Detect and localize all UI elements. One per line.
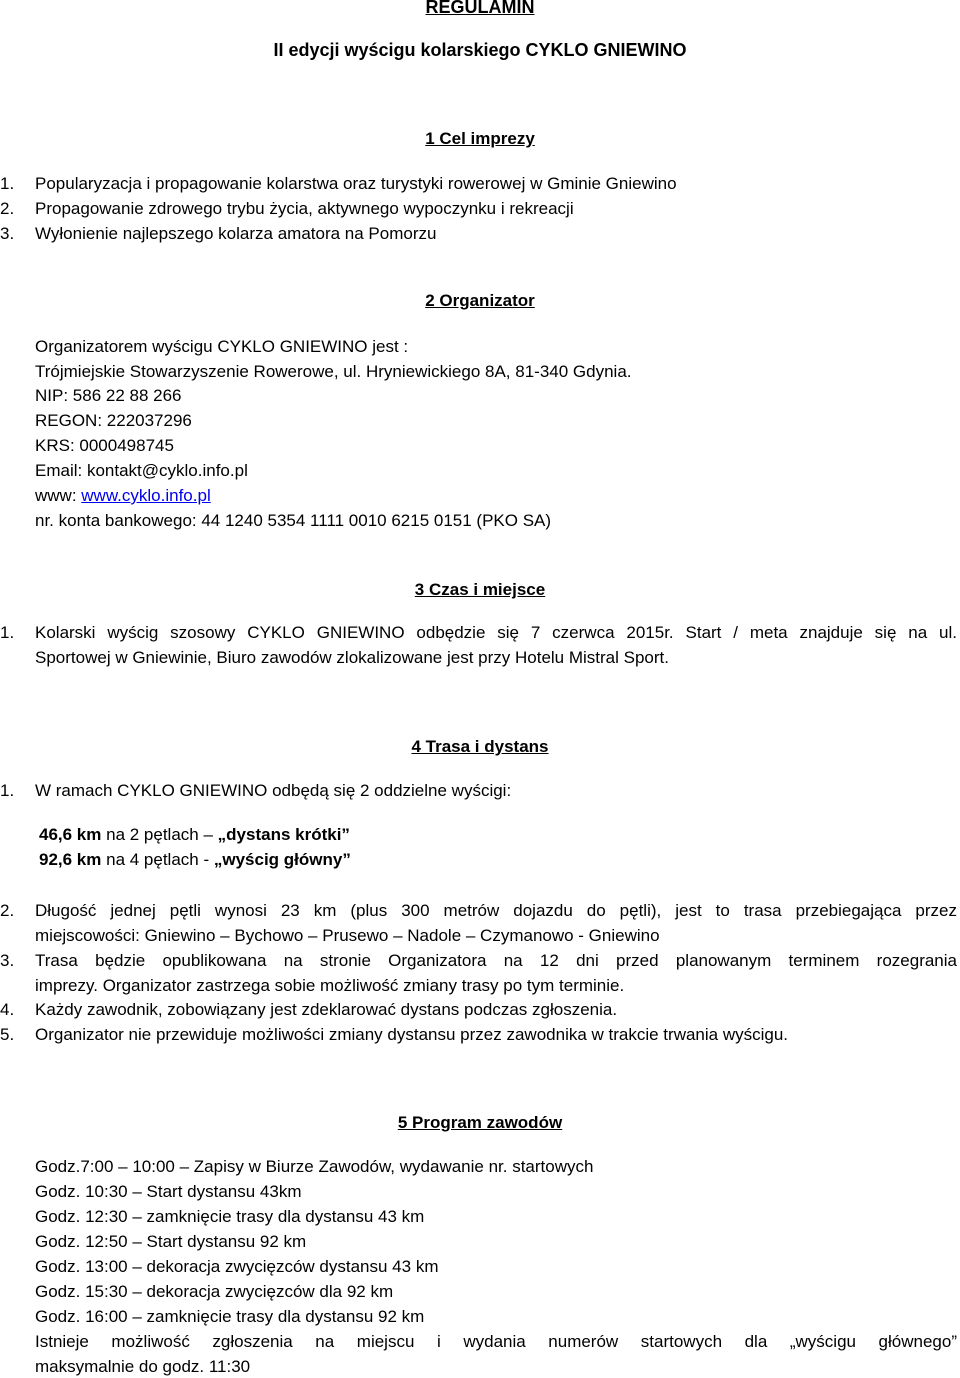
section-1-heading: 1 Cel imprezy: [425, 129, 535, 148]
list-item-continuation: Sportowej w Gniewinie, Biuro zawodów zlokalizowane jest przy Hotelu Mistral Sport.: [35, 648, 669, 667]
race-name: „wyścig główny”: [213, 850, 351, 869]
list-item-number: 2.: [0, 901, 15, 920]
registration-note-line1: Istnieje możliwość zgłoszenia na miejscu i wydania numerów startowych dla „wyścigu głównego”: [35, 1332, 957, 1351]
organizer-address: Trójmiejskie Stowarzyszenie Rowerowe, ul. Hryniewickiego 8A, 81-340 Gdynia.: [35, 362, 632, 381]
schedule-item: Godz. 15:30 – dekoracja zwycięzców dla 92 km: [35, 1282, 394, 1301]
organizer-bank-account: nr. konta bankowego: 44 1240 5354 1111 0010 6215 0151 (PKO SA): [35, 511, 552, 530]
organizer-intro: Organizatorem wyścigu CYKLO GNIEWINO jest :: [35, 337, 409, 356]
list-item-text: Każdy zawodnik, zobowiązany jest zdeklarować dystans podczas zgłoszenia.: [35, 1000, 618, 1019]
list-item-number: 3.: [0, 951, 15, 970]
list-item-number: 5.: [0, 1025, 15, 1044]
list-item-number: 1.: [0, 781, 15, 800]
section-3-heading: 3 Czas i miejsce: [414, 580, 546, 599]
schedule-item: Godz. 13:00 – dekoracja zwycięzców dystansu 43 km: [35, 1257, 439, 1276]
list-item-number: 1.: [0, 174, 15, 193]
race-option: [39, 850, 351, 870]
list-item-number: 3.: [0, 224, 15, 243]
list-item-text: Organizator nie przewiduje możliwości zmiany dystansu przez zawodnika w trakcie trwania wyścigu.: [35, 1025, 789, 1044]
list-item-text: W ramach CYKLO GNIEWINO odbędą się 2 oddzielne wyścigi:: [35, 781, 512, 800]
race-option: [39, 825, 350, 845]
organizer-www: [35, 486, 211, 506]
organizer-nip: NIP: 586 22 88 266: [35, 386, 182, 405]
registration-note-line2: maksymalnie do godz. 11:30: [35, 1357, 251, 1376]
race-distance: 46,6 km: [39, 825, 102, 844]
list-item-text: Popularyzacja i propagowanie kolarstwa oraz turystyki rowerowej w Gminie Gniewino: [35, 174, 677, 193]
list-item-continuation: imprezy. Organizator zastrzega sobie możliwość zmiany trasy po tym terminie.: [35, 976, 625, 995]
schedule-item: Godz. 12:50 – Start dystansu 92 km: [35, 1232, 307, 1251]
list-item-text: Propagowanie zdrowego trybu życia, aktywnego wypoczynku i rekreacji: [35, 199, 574, 218]
section-4-heading: 4 Trasa i dystans: [411, 737, 549, 756]
document-subtitle: II edycji wyścigu kolarskiego CYKLO GNIEWINO: [273, 40, 687, 60]
race-laps: na 4 pętlach -: [101, 850, 214, 869]
list-item-text: Trasa będzie opublikowana na stronie Organizatora na 12 dni przed planowanym terminem rozegrania: [35, 951, 957, 970]
schedule-item: Godz. 10:30 – Start dystansu 43km: [35, 1182, 302, 1201]
race-name: „dystans krótki”: [217, 825, 350, 844]
website-link[interactable]: www.cyklo.info.pl: [81, 486, 211, 505]
organizer-regon: REGON: 222037296: [35, 411, 192, 430]
race-distance: 92,6 km: [39, 850, 102, 869]
list-item-text: Długość jednej pętli wynosi 23 km (plus 300 metrów dojazdu do pętli), jest to trasa przebiegająca przez: [35, 901, 957, 920]
schedule-item: Godz.7:00 – 10:00 – Zapisy w Biurze Zawodów, wydawanie nr. startowych: [35, 1157, 594, 1176]
race-laps: na 2 pętlach –: [101, 825, 218, 844]
schedule-item: Godz. 12:30 – zamknięcie trasy dla dystansu 43 km: [35, 1207, 425, 1226]
list-item-text: Kolarski wyścig szosowy CYKLO GNIEWINO odbędzie się 7 czerwca 2015r. Start / meta znajduje się na ul.: [35, 623, 957, 642]
list-item-number: 4.: [0, 1000, 15, 1019]
section-2-heading: 2 Organizator: [425, 291, 535, 310]
www-label: www:: [35, 486, 82, 505]
list-item-number: 1.: [0, 623, 15, 642]
list-item-text: Wyłonienie najlepszego kolarza amatora na Pomorzu: [35, 224, 437, 243]
section-5-heading: 5 Program zawodów: [397, 1113, 563, 1132]
list-item-number: 2.: [0, 199, 15, 218]
schedule-item: Godz. 16:00 – zamknięcie trasy dla dystansu 92 km: [35, 1307, 425, 1326]
document-title: REGULAMIN: [425, 0, 535, 17]
organizer-krs: KRS: 0000498745: [35, 436, 174, 455]
organizer-email: Email: kontakt@cyklo.info.pl: [35, 461, 248, 480]
list-item-continuation: miejscowości: Gniewino – Bychowo – Prusewo – Nadole – Czymanowo - Gniewino: [35, 926, 660, 945]
